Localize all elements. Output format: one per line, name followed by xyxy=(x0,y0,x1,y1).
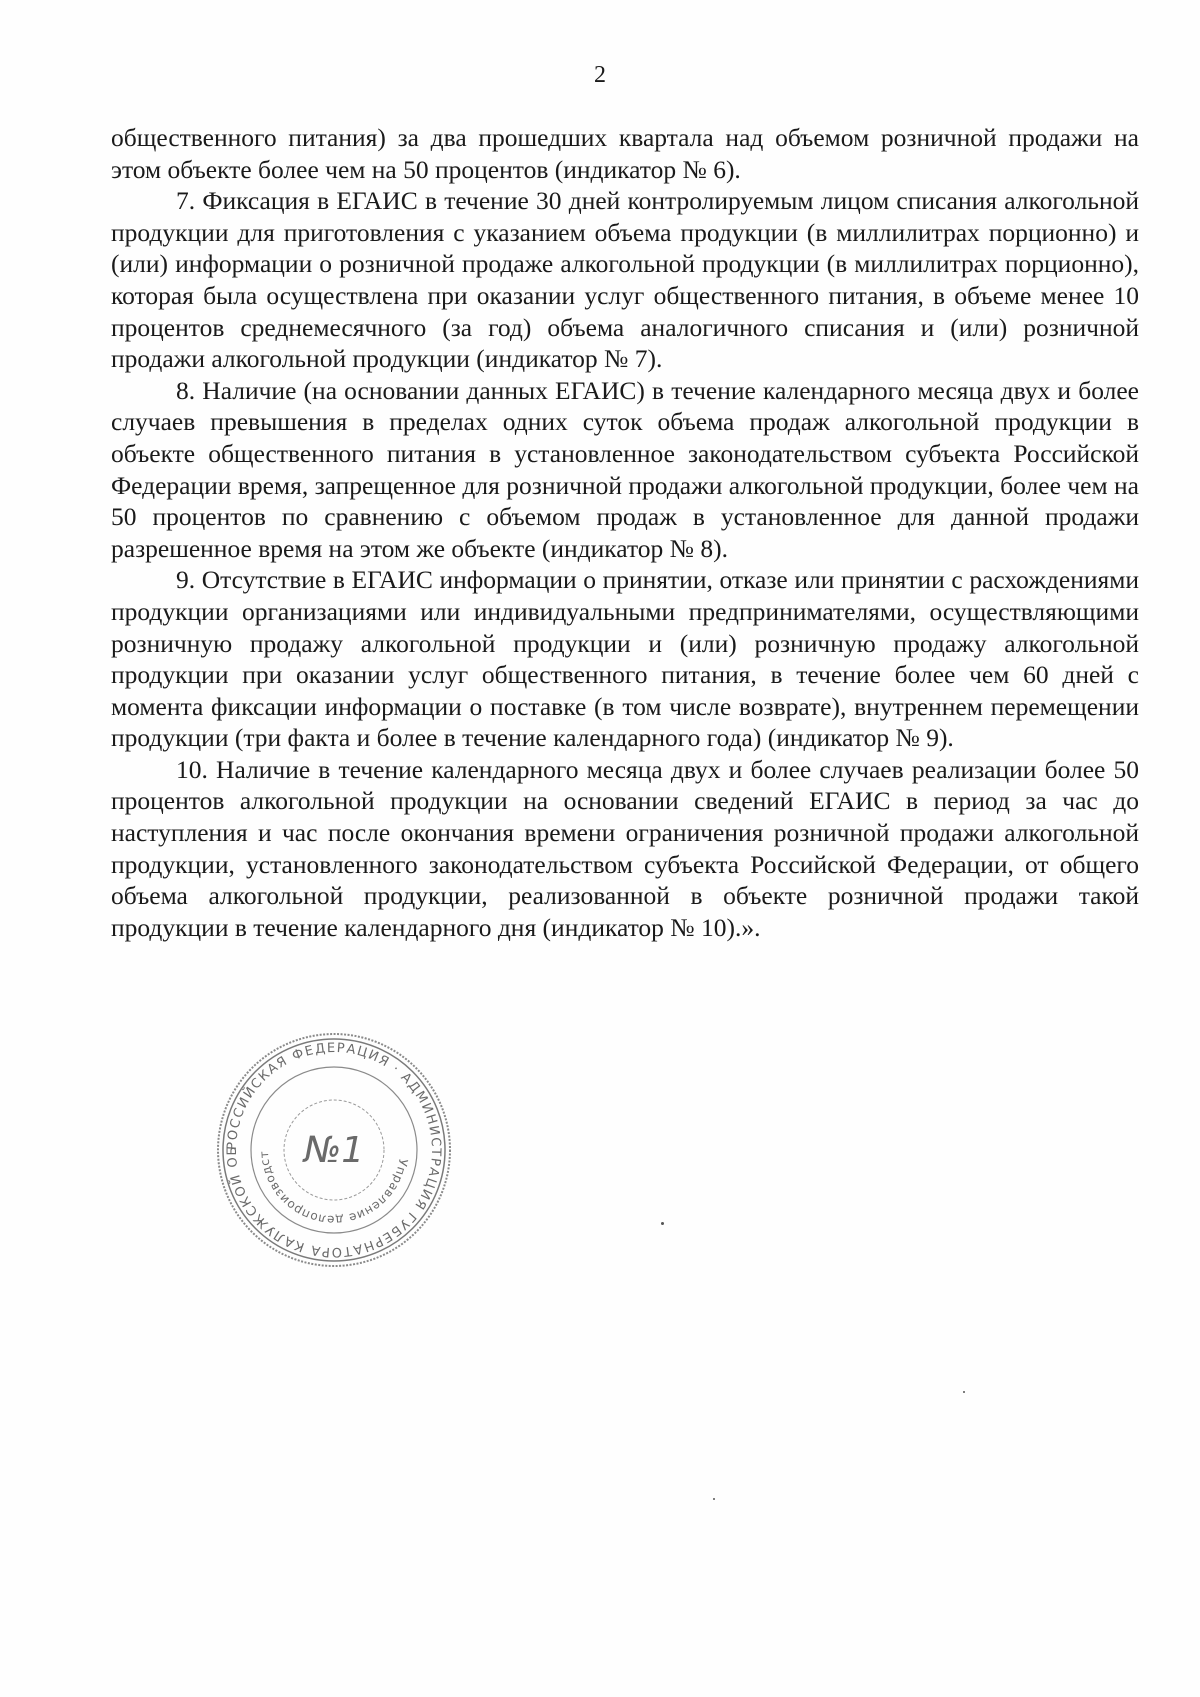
scan-speck xyxy=(963,1391,965,1393)
stamp-inner-text: Управление делопроизводст xyxy=(256,1150,411,1228)
official-seal-stamp xyxy=(214,1030,454,1270)
scan-speck xyxy=(661,1222,664,1225)
paragraph-indicator-8: 8. Наличие (на основании данных ЕГАИС) в течение календарного месяца двух и более случаев превышения в пределах одних суток объема продаж алкогольной продукции в объекте общественного питания в установленное законодательством субъекта Российской Федерации время, запрещенное для розничной продажи алкогольной продукции, более чем на 50 процентов по сравнению с объемом продаж в установленное для данной продажи разрешенное время на этом же объекте (индикатор № 8). xyxy=(111,375,1139,563)
stamp-outer-text: РОССИЙСКАЯ ФЕДЕРАЦИЯ · АДМИНИСТРАЦИЯ ГУБЕРНАТОРА КАЛУЖСКОЙ ОБ xyxy=(224,1040,444,1260)
page-number: 2 xyxy=(594,62,606,88)
paragraph-indicator-9: 9. Отсутствие в ЕГАИС информации о принятии, отказе или принятии с расхождениями продукции организациями или индивидуальными предпринимателями, осуществляющими розничную продажу алкогольной продукции и (или) розничную продажу алкогольной продукции при оказании услуг общественного питания, в течение более чем 60 дней с момента фиксации информации о поставке (в том числе возврате), внутреннем перемещении продукции (три факта и более в течение календарного года) (индикатор № 9). xyxy=(111,565,1139,753)
scan-speck xyxy=(713,1498,715,1500)
paragraph-indicator-7: 7. Фиксация в ЕГАИС в течение 30 дней контролируемым лицом списания алкогольной продукции для приготовления с указанием объема продукции (в миллилитрах порционно) и (или) информации о розничной продаже алкогольной продукции (в миллилитрах порционно), которая была осуществлена при оказании услуг общественного питания, в объеме менее 10 процентов среднемесячного (за год) объема аналогичного списания и (или) розничной продажи алкогольной продукции (индикатор № 7). xyxy=(111,186,1139,374)
document-body xyxy=(111,122,1139,943)
paragraph-indicator-10: 10. Наличие в течение календарного месяца двух и более случаев реализации более 50 процентов алкогольной продукции на основании сведений ЕГАИС в период за час до наступления и час после окончания времени ограничения розничной продажи алкогольной продукции, установленного законодательством субъекта Российской Федерации, от общего объема алкогольной продукции, реализованной в объекте розничной продажи такой продукции в течение календарного дня (индикатор № 10).». xyxy=(111,754,1139,942)
paragraph-continuation: общественного питания) за два прошедших квартала над объемом розничной продажи на этом объекте более чем на 50 процентов (индикатор № 6). xyxy=(111,123,1139,184)
stamp-center-number: №1 xyxy=(303,1130,365,1171)
